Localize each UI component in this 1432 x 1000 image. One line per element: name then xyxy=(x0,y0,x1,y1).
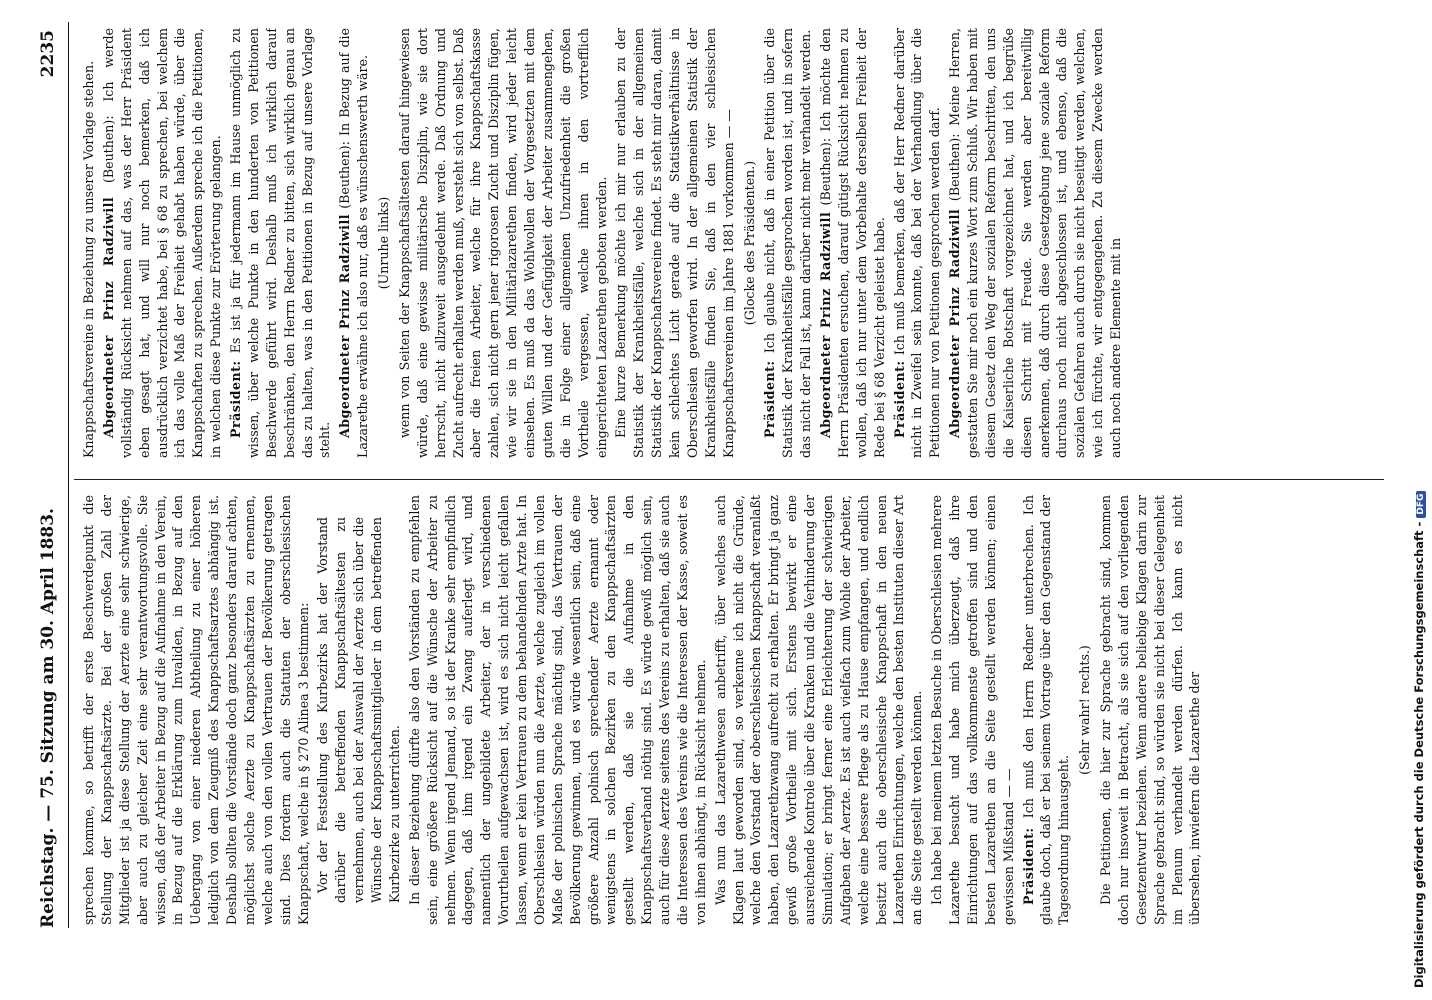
right-column xyxy=(80,28,1410,458)
running-title: Reichstag. — 75. Sitzung am 30. April 1883. xyxy=(38,508,58,928)
column-divider xyxy=(74,479,1384,480)
speech-paragraph xyxy=(336,28,372,458)
speech-text: Ich muß den Herrn Redner unterbrechen. Ich glaube doch, daß er bei seinem Vortrage über den Gegenstand der Tagesordnung hinausgeht. xyxy=(1020,495,1072,925)
paragraph: Was nun das Lazarethwesen anbetrifft, über welches auch Klagen laut geworden sind, so verkenne ich nicht die Gründe, welche den Vorstand der oberschlesischen Knappschaft veranlaßt haben, den Lazarethzwang aufrecht zu erhalten. Er bringt ja ganz gewiß große Vortheile mit sich. Erstens bewirkt er eine ausreichende Kontrole über die Kranken und die Verhinderung der Simulation; er bringt ferner eine Erleichterung der schwierigen Aufgaben der Aerzte. Es ist auch vielfach zum Wohle der Arbeiter, welche eine bessere Pflege als zu Hause empfangen, und endlich besitzt auch die oberschlesische Knappschaft in den neuen Lazarethen Einrichtungen, welche den besten Instituten dieser Art an die Seite gestellt werden können. xyxy=(712,495,925,925)
speech-paragraph xyxy=(817,28,889,458)
running-header xyxy=(34,22,64,928)
quoted-statute: Vor der Feststellung des Kurbezirks hat der Vorstand darüber die betreffenden Knappschaftsältesten zu vernehmen, auch bei der Auswahl der Aerzte sich über die Wünsche der Knappschaftsmitglieder in dem betreffenden Kurbezirke zu unterrichten. xyxy=(315,517,402,903)
speaker-name: Abgeordneter Prinz Radziwill xyxy=(947,208,963,438)
stage-direction: (Unruhe links) xyxy=(376,196,391,290)
paragraph: wenn von Seiten der Knappschaftsältesten darauf hingewiesen würde, daß eine gewisse militärische Disziplin, wie sie dort herrscht, nicht allzuweit ausgedehnt werde. Daß Ordnung und Zucht aufrecht erhalten werden muß, versteht sich von selbst. Daß aber die freien Arbeiter, welche für ihre Knappschaftskasse zahlen, sich nicht gern jener rigorosen Zucht und Disziplin fügen, wie wir sie in den Militärlazarethen finden, wird jeder leicht einsehen. Es muß da das Wohlwollen der Vorgesetzten mit dem guten Willen und der Gefügigkeit der Arbeiter zusammengehen, die in Folge einer allgemeinen Unzufriedenheit die großen Vortheile vergessen, welche ihnen in den vortrefflich eingerichteten Lazarethen geboten werden. xyxy=(396,28,609,458)
speech-paragraph xyxy=(227,28,334,458)
paragraph: Ich habe bei meinem letzten Besuche in Oberschlesien mehrere Lazarethe besucht und habe mich überzeugt, daß ihre Einrichtungen auf das vollkommenste getroffen sind und den besten Lazarethen an die Seite gestellt werden können; einen gewissen Mißstand — — xyxy=(929,495,1016,925)
speaker-name: Abgeordneter Prinz Radziwill xyxy=(337,213,353,438)
speaker-name: Präsident: xyxy=(762,360,778,438)
stage-direction: (Glocke des Präsidenten.) xyxy=(741,160,757,326)
speaker-name: Präsident: xyxy=(891,360,907,438)
speech-paragraph xyxy=(891,28,945,458)
speech-text: (Beuthen): Ich werde vollständig Rücksicht nehmen auf das, was der Herr Präsident eben gesagt hat, und will nur noch bemerken, daß ich ausdrücklich verzichtet habe, bei § 68 zu sprechen, bei welchem ich das volle Maß der Freiheit gehabt haben würde, über die Knappschaften zu sprechen. Außerdem spreche ich die Petitionen, in welchen diese Punkte zur Erörterung gelangen. xyxy=(100,28,224,458)
stage-direction: (Sehr wahr! rechts.) xyxy=(1077,645,1093,775)
left-column xyxy=(80,495,1410,925)
speech-text: (Beuthen): Meine Herren, gestatten Sie mir noch ein kurzes Wort zum Schluß. Wir haben mit diesem Gesetz den Weg der sozialen Reform beschritten, den uns die Kaiserliche Botschaft vorgezeichnet hat, und ich begrüße diesen Schritt mit Freude. Sie werden aber bereitwillig anerkennen, daß durch diese Gesetzgebung jene soziale Reform durchaus noch nicht abgeschlossen ist, und ebenso, daß die sozialen Gefahren auch durch sie nicht beseitigt werden, welchen, wie ich fürchte, wir entgegengehen. Zu diesem Zwecke werden auch noch andere Elemente mit in xyxy=(947,28,1123,458)
speech-paragraph xyxy=(946,28,1125,458)
speech-text: (Beuthen): Ich möchte den Herrn Präsidenten ersuchen, darauf gütigst Rücksicht nehmen zu wollen, daß ich nur unter dem Vorbehalte derselben Freiheit der Rede bei § 68 Verzicht geleistet habe. xyxy=(818,28,887,458)
speech-paragraph xyxy=(1020,495,1074,925)
speech-paragraph xyxy=(761,28,815,458)
paragraph: sprechen komme, so betrifft der erste Beschwerdepunkt die Stellung der Knappschaftsärzte. Bei der großen Zahl der Mitglieder ist ja diese Stellung der Aerzte eine sehr schwierige, aber auch zu gleicher Zeit eine sehr verantwortungsvolle. Sie wissen, daß der Arbeiter in Bezug auf die Aufnahme in den Verein, in Bezug auf die Erklärung zum Invaliden, in Bezug auf den Uebergang von einer niederen Abtheilung zu einer höheren lediglich von dem Zeugniß des Knappschaftsarztes abhängig ist. Deshalb sollten die Vorstände doch ganz besonders darauf achten, möglichst solche Aerzte zu Knappschaftsärzten zu ernennen, welche auch von den vollen Vertrauen der Bevölkerung getragen sind. Dies fordern auch die Statuten der oberschlesischen Knappschaft, welche in § 270 Alinea 3 bestimmen: xyxy=(81,495,311,925)
page-number: 2235 xyxy=(38,30,58,78)
speech-text: Ich muß bemerken, daß der Herr Redner darüber nicht in Zweifel sein konnte, daß bei der Verhandlung über die Petitionen nur von Petitionen gesprochen werden darf. xyxy=(891,28,943,458)
paragraph: Eine kurze Bemerkung möchte ich mir nur erlauben zu der Statistik der Krankheitsfälle, welche sich in der allgemeinen Statistik der Knappschaftsvereine findet. Es steht mir daran, damit kein schlechtes Licht gerade auf die Statistikverhältnisse in Oberschlesien geworfen wird. In der allgemeinen Statistik der Krankheitsfälle finden Sie, daß in den vier schlesischen Knappschaftsvereinen im Jahre 1881 vorkommen — — xyxy=(613,28,736,458)
paragraph: Knappschaftsvereine in Beziehung zu unserer Vorlage stehen. xyxy=(81,60,96,458)
speaker-name: Abgeordneter Prinz Radziwill xyxy=(818,211,833,438)
speech-paragraph xyxy=(100,28,225,458)
speaker-name: Präsident: xyxy=(1020,827,1036,905)
speech-text: (Beuthen): In Bezug auf die Lazarethe erwähne ich also nur, daß es wünschenswerth wäre. xyxy=(337,28,371,458)
digitization-credit xyxy=(1412,491,1426,988)
dfg-logo: DFG xyxy=(1416,491,1426,518)
speaker-name: Präsident: xyxy=(228,360,243,438)
speaker-name: Abgeordneter Prinz Radziwill xyxy=(100,196,116,438)
credit-text: Digitalisierung gefördert durch die Deutsche Forschungsgemeinschaft - xyxy=(1412,521,1426,988)
header-rule xyxy=(68,22,69,928)
speech-text: Es ist ja für jedermann im Hause unmöglich zu wissen, über welche Punkte in den hunderten von Petitionen Beschwerde geführt wird. Deshalb muß ich wirklich darauf beschränken, den Herrn Redner zu bitten, sich wirklich genau an das zu halten, was in den Petitionen in Bezug auf unsere Vorlage steht. xyxy=(228,28,333,458)
paragraph: In dieser Beziehung dürfte also den Vorständen zu empfehlen sein, eine größere Rücksicht auf die Wünsche der Arbeiter zu nehmen. Wenn irgend Jemand, so ist der Kranke sehr empfindlich dagegen, daß ihm irgend ein Zwang auferlegt wird, und namentlich der ungebildete Arbeiter, der in verschiedenen Vorurtheilen aufgewachsen ist, wird es sich nicht leicht gefallen lassen, wenn er kein Vertrauen zu dem behandelnden Arzte hat. In Oberschlesien würden nun die Aerzte, welche zugleich im vollen Maße der polnischen Sprache mächtig sind, das Vertrauen der Bevölkerung gewinnen, und es würde wesentlich sein, daß eine größere Anzahl polnisch sprechender Aerzte ernannt oder wenigstens in solchen Bezirken zu den Knappschaftsärzten gestellt werden, daß sie die Aufnahme in den Knappschaftsverband nöthig sind. Es würde gewiß möglich sein, auch für diese Aerzte seitens des Vereins zu erhalten, daß sie auch die Interessen des Vereins wie die Interessen der Kasse, soweit es von ihnen abhängt, in Rücksicht nehmen. xyxy=(406,495,708,925)
paragraph: Die Petitionen, die hier zur Sprache gebracht sind, kommen doch nur insoweit in Betracht, als sie sich auf den vorliegenden Gesetzentwurf beziehen. Wenn andere beliebige Klagen darin zur Sprache gebracht sind, so würden sie nicht bei dieser Gelegenheit im Plenum verhandelt werden dürfen. Ich kann es nicht übersehen, inwiefern die Lazarethe der xyxy=(1098,495,1203,925)
speech-text: Ich glaube nicht, daß in einer Petition über die Statistik der Krankheitsfälle gesprochen worden ist, und in sofern das nicht der Fall ist, kann darüber nicht mehr verhandelt werden. xyxy=(762,28,814,458)
